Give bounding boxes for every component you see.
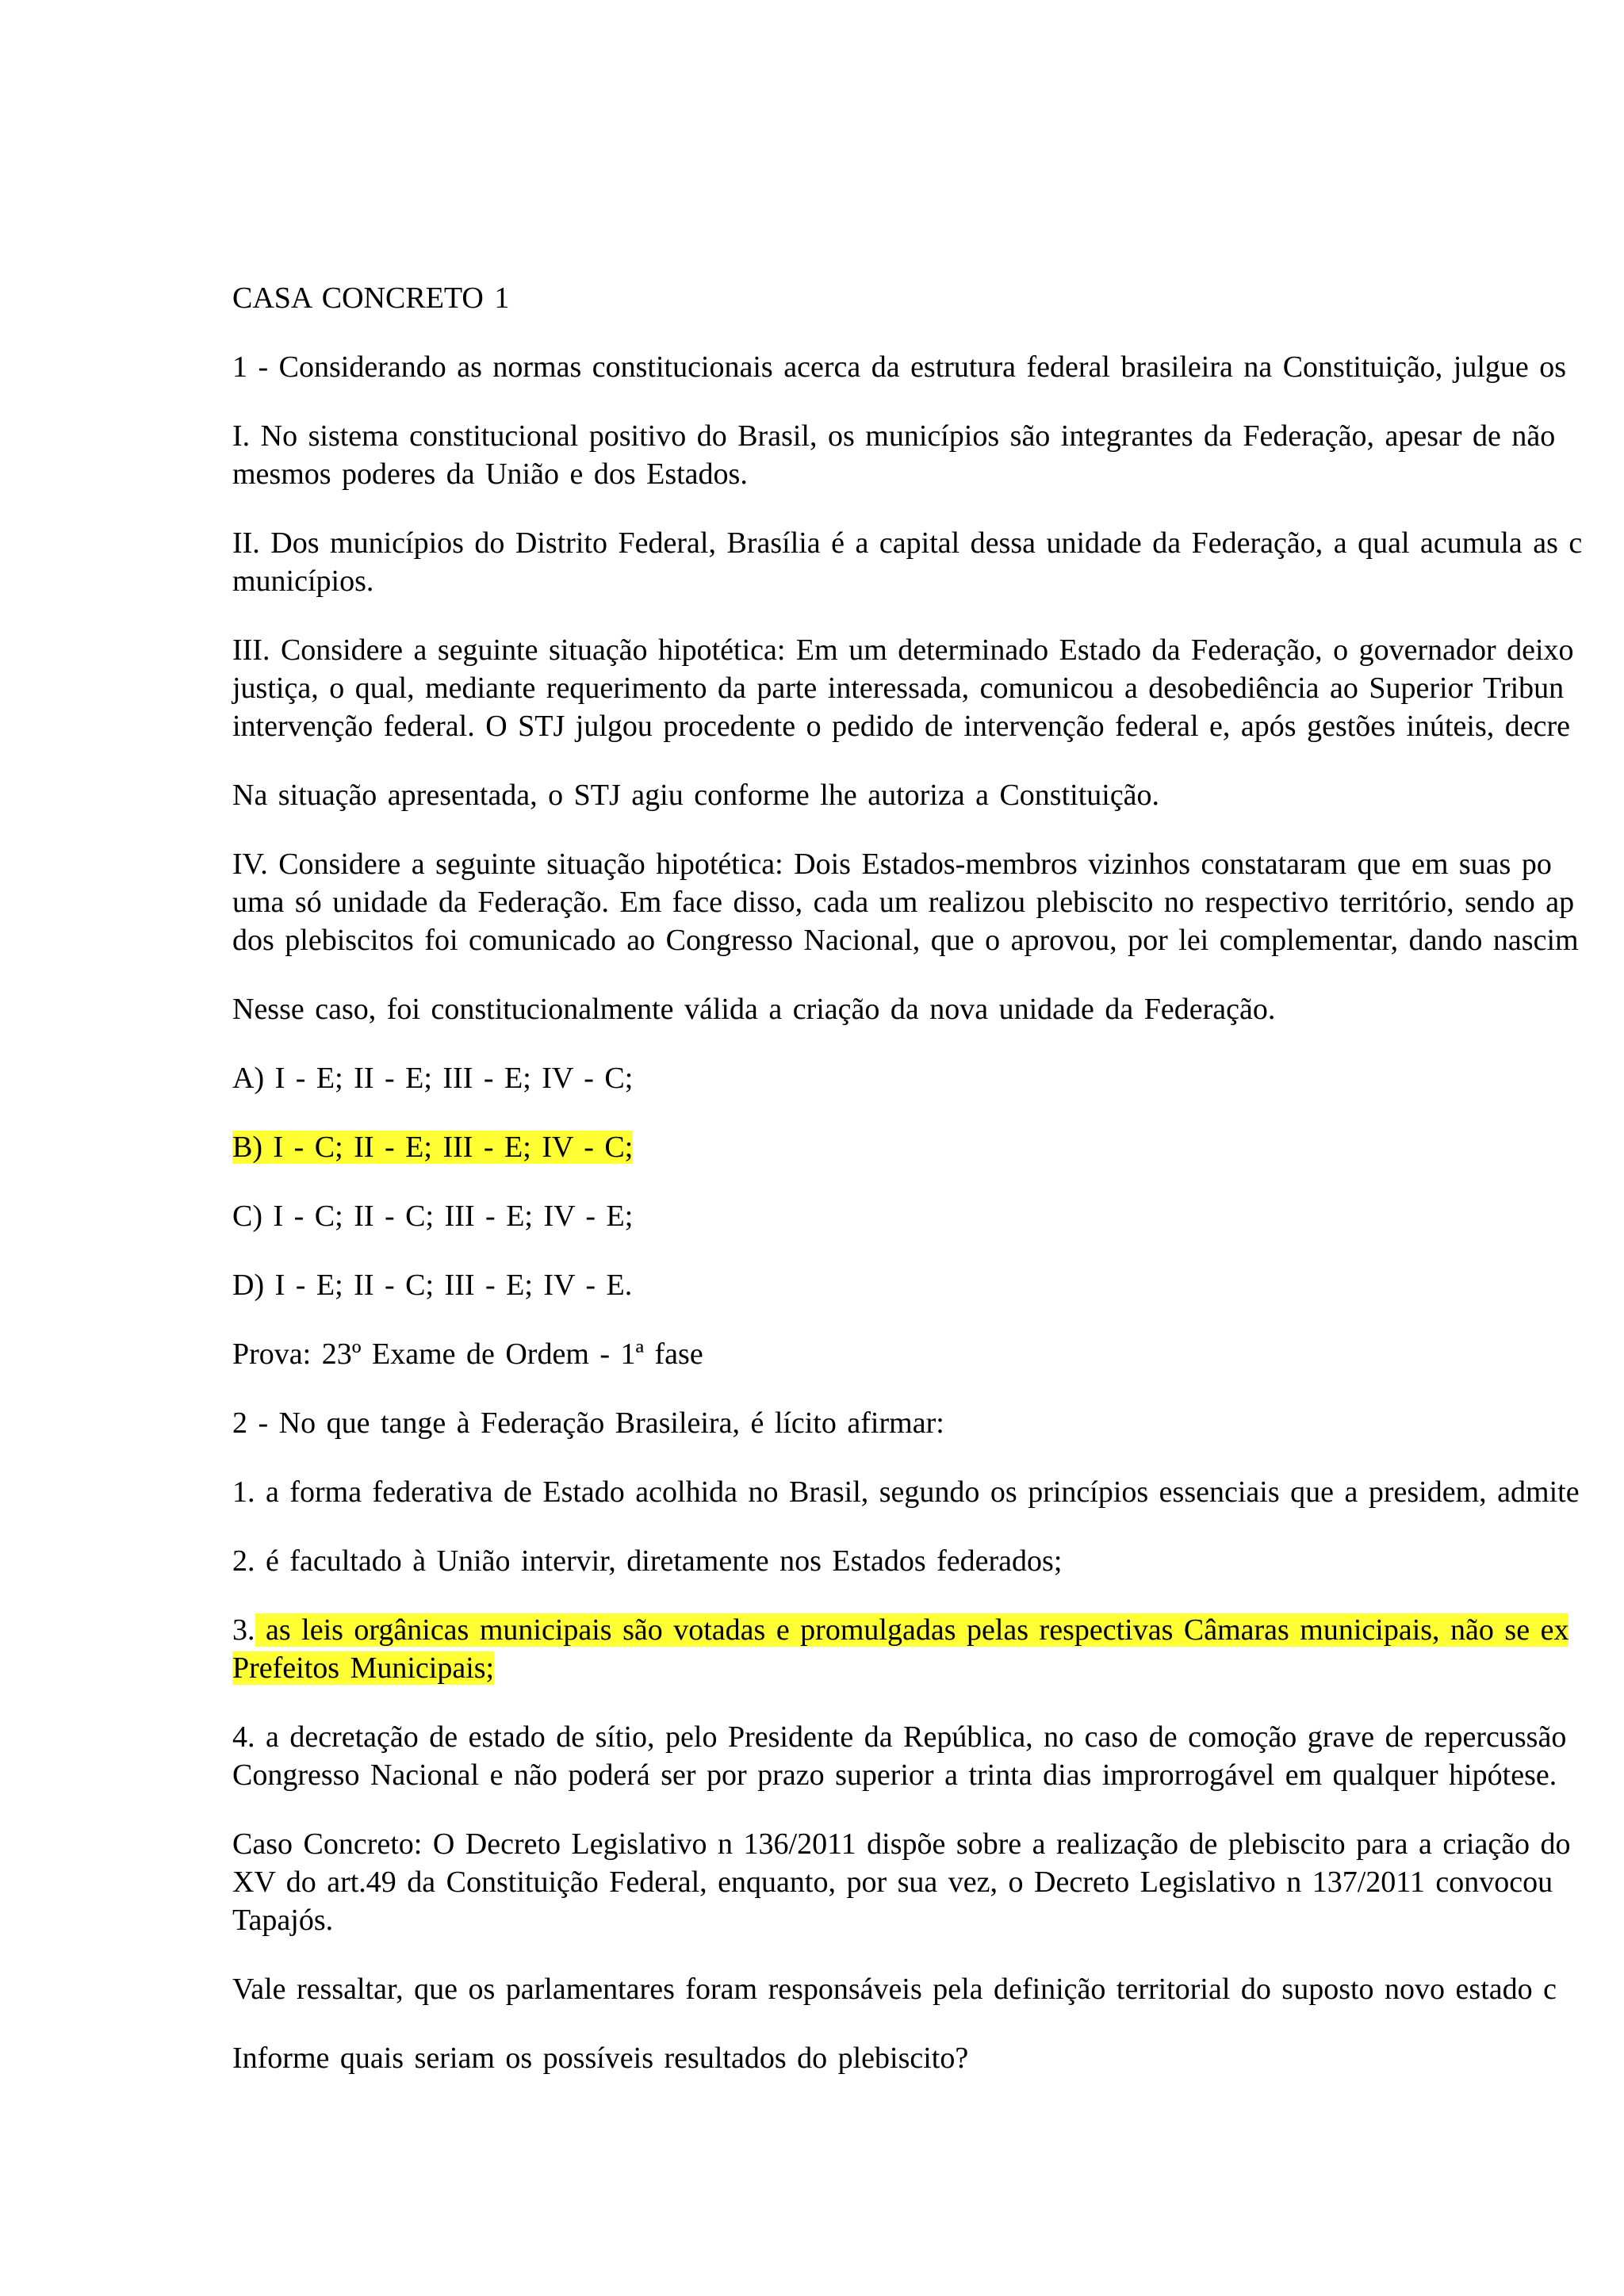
q1-item-4-line-3: dos plebiscitos foi comunicado ao Congresso Nacional, que o aprovou, por lei complementar, dando nascim — [232, 924, 1579, 957]
document-body — [232, 279, 1624, 2108]
question-2-intro — [232, 1404, 1624, 1442]
q2-item-1-text: 1. a forma federativa de Estado acolhida no Brasil, segundo os princípios essenciais que a presidem, admite — [232, 1475, 1580, 1509]
q1-item-1-line-2: mesmos poderes da União e dos Estados. — [232, 457, 748, 491]
case-line-1: Caso Concreto: O Decreto Legislativo n 136/2011 dispõe sobre a realização de plebiscito para a criação do — [232, 1827, 1571, 1861]
q1-item-2 — [232, 524, 1624, 600]
case-note — [232, 1970, 1624, 2008]
q1-item-3-line-3: intervenção federal. O STJ julgou procedente o pedido de intervenção federal e, após gestões inúteis, decre — [232, 710, 1571, 743]
q2-item-2-text: 2. é facultado à União intervir, diretamente nos Estados federados; — [232, 1544, 1063, 1578]
q1-option-d — [232, 1266, 1624, 1304]
q1-option-a — [232, 1059, 1624, 1097]
case-question-text: Informe quais seriam os possíveis resultados do plebiscito? — [232, 2042, 969, 2075]
q1-item-2-line-2: municípios. — [232, 564, 374, 598]
q2-item-3 — [232, 1611, 1624, 1687]
q1-item-2-line-1: II. Dos municípios do Distrito Federal, Brasília é a capital dessa unidade da Federação, a qual acumula as c — [232, 526, 1583, 560]
q1-option-b — [232, 1128, 1624, 1166]
q1-item-1-line-1: I. No sistema constitucional positivo do Brasil, os municípios são integrantes da Federação, apesar de não — [232, 419, 1556, 453]
q1-item-4-note — [232, 990, 1624, 1028]
q1-item-4-note-text: Nesse caso, foi constitucionalmente válida a criação da nova unidade da Federação. — [232, 993, 1276, 1026]
case-line-2: XV do art.49 da Constituição Federal, enquanto, por sua vez, o Decreto Legislativo n 137/2011 convocou — [232, 1866, 1553, 1899]
q1-item-3 — [232, 631, 1624, 745]
q2-intro-text: 2 - No que tange à Federação Brasileira, é lícito afirmar: — [232, 1406, 944, 1440]
q1-option-a-text: A) I - E; II - E; III - E; IV - C; — [232, 1062, 634, 1095]
q2-item-3-line-1-highlighted: as leis orgânicas municipais são votadas e promulgadas pelas respectivas Câmaras municipais, não se ex — [255, 1613, 1569, 1647]
q2-item-3-line-2-highlighted: Prefeitos Municipais; — [232, 1651, 495, 1685]
question-1-intro — [232, 348, 1624, 386]
q1-item-4-line-1: IV. Considere a seguinte situação hipotética: Dois Estados-membros vizinhos constataram que em suas po — [232, 848, 1552, 881]
q1-source — [232, 1335, 1624, 1373]
q1-item-3-note-text: Na situação apresentada, o STJ agiu conforme lhe autoriza a Constituição. — [232, 779, 1160, 812]
q1-intro-text: 1 - Considerando as normas constitucionais acerca da estrutura federal brasileira na Constituição, julgue os — [232, 350, 1567, 384]
case-question — [232, 2039, 1624, 2077]
document-title — [232, 279, 1624, 317]
q2-item-2 — [232, 1542, 1624, 1580]
q2-item-4 — [232, 1718, 1624, 1794]
q1-option-c-text: C) I - C; II - C; III - E; IV - E; — [232, 1200, 634, 1233]
q1-item-4-line-2: uma só unidade da Federação. Em face disso, cada um realizou plebiscito no respectivo território, sendo ap — [232, 886, 1575, 919]
case-concrete — [232, 1825, 1624, 1939]
q1-item-4 — [232, 845, 1624, 959]
title-text: CASA CONCRETO 1 — [232, 281, 510, 315]
q1-source-text: Prova: 23º Exame de Ordem - 1ª fase — [232, 1337, 703, 1371]
q1-option-c — [232, 1197, 1624, 1235]
q2-item-3-prefix: 3. — [232, 1613, 255, 1647]
case-note-text: Vale ressaltar, que os parlamentares foram responsáveis pela definição territorial do suposto novo estado c — [232, 1973, 1557, 2006]
q1-option-b-text-highlighted: B) I - C; II - E; III - E; IV - C; — [232, 1131, 634, 1164]
q1-option-b-line — [232, 1128, 1624, 1166]
q1-option-d-text: D) I - E; II - C; III - E; IV - E. — [232, 1269, 633, 1302]
q2-item-4-line-1: 4. a decretação de estado de sítio, pelo Presidente da República, no caso de comoção grave de repercussão — [232, 1720, 1567, 1754]
q2-item-3-line-2 — [232, 1649, 1624, 1687]
case-line-3: Tapajós. — [232, 1904, 334, 1937]
q2-item-3-line-1 — [232, 1611, 1624, 1649]
q1-item-3-line-1: III. Considere a seguinte situação hipotética: Em um determinado Estado da Federação, o governador deixo — [232, 633, 1574, 667]
q2-item-4-line-2: Congresso Nacional e não poderá ser por prazo superior a trinta dias improrrogável em qualquer hipótese. — [232, 1758, 1557, 1792]
q2-item-1 — [232, 1473, 1624, 1511]
q1-item-3-line-2: justiça, o qual, mediante requerimento da parte interessada, comunicou a desobediência ao Superior Tribun — [232, 672, 1565, 705]
q1-item-1 — [232, 417, 1624, 493]
q1-item-3-note — [232, 776, 1624, 814]
